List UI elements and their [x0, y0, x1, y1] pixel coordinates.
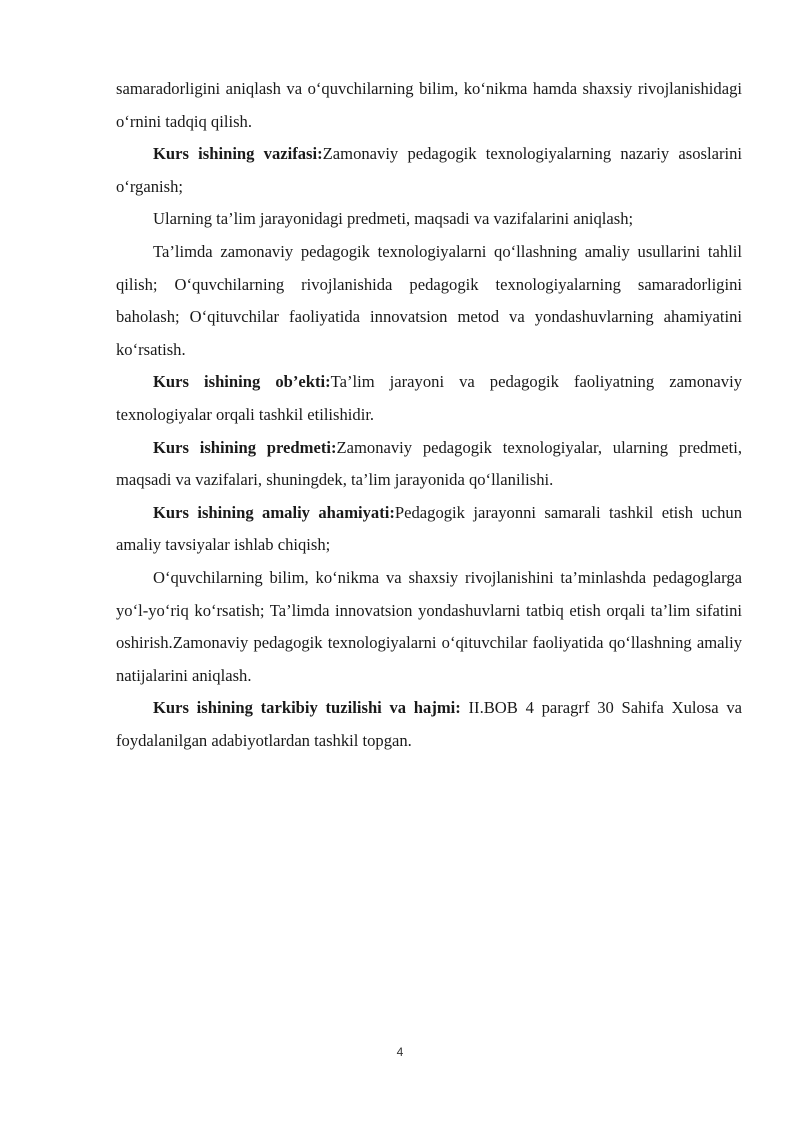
- paragraph-text: Ularning ta’lim jarayonidagi predmeti, maqsadi va vazifalarini aniqlash;: [153, 209, 634, 229]
- paragraph-text: Ta’lim jarayoni va pedagogik faoliyatning zamonaviy texnologiyalar orqali tashkil etilishidir.: [116, 372, 742, 424]
- paragraph-text: samaradorligini aniqlash va o‘quvchilarning bilim, ko‘nikma hamda shaxsiy rivojlanishidagi o‘rnini tadqiq qilish.: [116, 79, 742, 131]
- paragraph-text: Pedagogik jarayonni samarali tashkil etish uchun amaliy tavsiyalar ishlab chiqish;: [116, 502, 743, 555]
- paragraph-label: Kurs ishining vazifasi:: [153, 144, 323, 164]
- paragraph-text: Zamonaviy pedagogik texnologiyalarning nazariy asoslarini o‘rganish;: [116, 144, 742, 196]
- paragraph-practical-significance: [116, 497, 742, 562]
- paragraph-practical-significance-2: [116, 562, 742, 692]
- paragraph-text: Ta’limda zamonaviy pedagogik texnologiyalarni qo‘llashning amaliy usullarini tahlil qilish; O‘quvchilarning rivojlanishida pedagogik texnologiyalarning samaradorligini baholash; O‘qituvchilar faoliyatida innovatsion metod va yondashuvlarning ahamiyatini ko‘rsatish.: [116, 241, 742, 359]
- paragraph-label: Kurs ishining predmeti:: [153, 437, 337, 457]
- paragraph-tasks-2: [116, 203, 742, 236]
- page-number: 4: [396, 1045, 404, 1059]
- paragraph-text: II.BOB 4 paragrf 30 Sahifa Xulosa va foydalanilgan adabiyotlardan tashkil topgan.: [116, 698, 742, 750]
- paragraph-text: O‘quvchilarning bilim, ko‘nikma va shaxsiy rivojlanishini ta’minlashda pedagoglarga yo‘l-yo‘riq ko‘rsatish; Ta’limda innovatsion yondashuvlarni tatbiq etish orqali ta’lim sifatini oshirish.Zamonaviy pedagogik texnologiyalarni o‘qituvchilar faoliyatida qo‘llashning amaliy natijalarini aniqlash.: [116, 567, 742, 685]
- paragraph-tasks: [116, 138, 742, 203]
- paragraph-structure: [116, 692, 742, 757]
- paragraph-object: [116, 366, 742, 431]
- paragraph-subject: [116, 432, 742, 497]
- paragraph-tasks-3: [116, 236, 742, 366]
- document-body: [116, 73, 742, 757]
- paragraph-intro-continuation: [116, 73, 742, 138]
- paragraph-label: Kurs ishining tarkibiy tuzilishi va hajmi:: [153, 698, 469, 718]
- paragraph-label: Kurs ishining amaliy ahamiyati:: [153, 502, 395, 522]
- paragraph-label: Kurs ishining ob’ekti:: [153, 372, 331, 392]
- paragraph-text: Zamonaviy pedagogik texnologiyalar, ularning predmeti, maqsadi va vazifalari, shuningdek, ta’lim jarayonida qo‘llanilishi.: [116, 437, 742, 490]
